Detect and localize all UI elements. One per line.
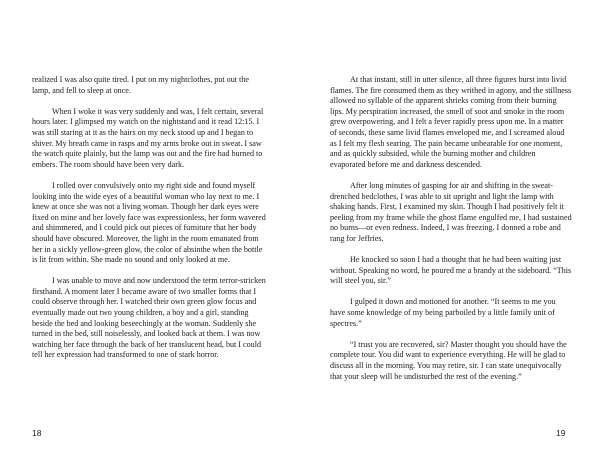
paragraph: When I woke it was very suddenly and was, I felt certain, several hours later. I glimpsed my watch on the nightstand and it read 12:15. I was still staring at it as the hairs on my neck stood up and I began to shiver. My breath came in rasps and my arms broke out in sweat. I saw the watch quite plainly, but the lamp was out and the fire had burned to embers. The room should have been very dark. (32, 106, 264, 169)
paragraph: I gulped it down and motioned for another. “It seems to me you have some knowledge of my being parboiled by a little family unit of spectres.” (330, 297, 556, 328)
right-page-text (330, 75, 572, 382)
paragraph: After long minutes of gasping for air and shifting in the sweat-drenched bedclothes, I was able to sit upright and light the lamp with shaking hands. First, I examined my skin. Though I had positively felt it peeling from my frame while the ghost flame engulfed me, I had sustained no burns—or even redness. Indeed, I was freezing. I donned a robe and rang for Jeffries. (330, 180, 572, 243)
right-page (300, 0, 600, 463)
paragraph: I rolled over convulsively onto my right side and found myself looking into the wide eyes of a beautiful woman who lay next to me. I knew at once she was not a living woman. Though her dark eyes were fixed on mine and her lovely face was expressionless, her form wavered and shimmered, and I could pick out pieces of furniture that her body should have obscured. Moreover, the light in the room emanated from her in a sickly yellow-green glow, the color of absinthe when the bottle is lit from within. She made no sound and only looked at me. (32, 180, 266, 265)
page-number: 18 (32, 428, 42, 438)
paragraph: He knocked so soon I had a thought that he had been waiting just without. Speaking no word, he poured me a brandy at the sideboard. “This will steel you, sir.” (330, 255, 572, 286)
page-number: 19 (556, 428, 566, 438)
paragraph: realized I was also quite tired. I put on my nightclothes, put out the lamp, and fell to sleep at once. (32, 75, 249, 95)
paragraph: At that instant, still in utter silence, all three figures burst into livid flames. The fire consumed them as they writhed in agony, and the stillness allowed no syllable of the apparent shrieks coming from their burning lips. My perspiration increased, the smell of soot and smoke in the room grew overpowering, and I felt a fever rapidly press upon me. In a matter of seconds, these same livid flames enveloped me, and I screamed aloud as I felt my flesh searing. The pain became unbearable for one moment, and as quickly subsided, while the burning mother and children evaporated before me and darkness descended. (330, 75, 572, 169)
left-page-text (32, 75, 268, 361)
paragraph: “I trust you are recovered, sir? Master thought you should have the complete tour. You did want to experience everything. He will be glad to discuss all in the morning. You may retire, sir. I can state unequivocally that your sleep will be undisturbed the rest of the evening.” (330, 339, 567, 381)
paragraph: I was unable to move and now understood the term terror-stricken firsthand. A moment later I became aware of two smaller forms that I could observe through her. I watched their own green glow focus and eventually made out two young children, a boy and a girl, standing beside the bed and looking beseechingly at the woman. Suddenly she turned in the bed, still noiselessly, and looked back at them. I was now watching her face through the back of her translucent head, but I could tell her expression had transformed to one of stark horror. (32, 276, 266, 360)
